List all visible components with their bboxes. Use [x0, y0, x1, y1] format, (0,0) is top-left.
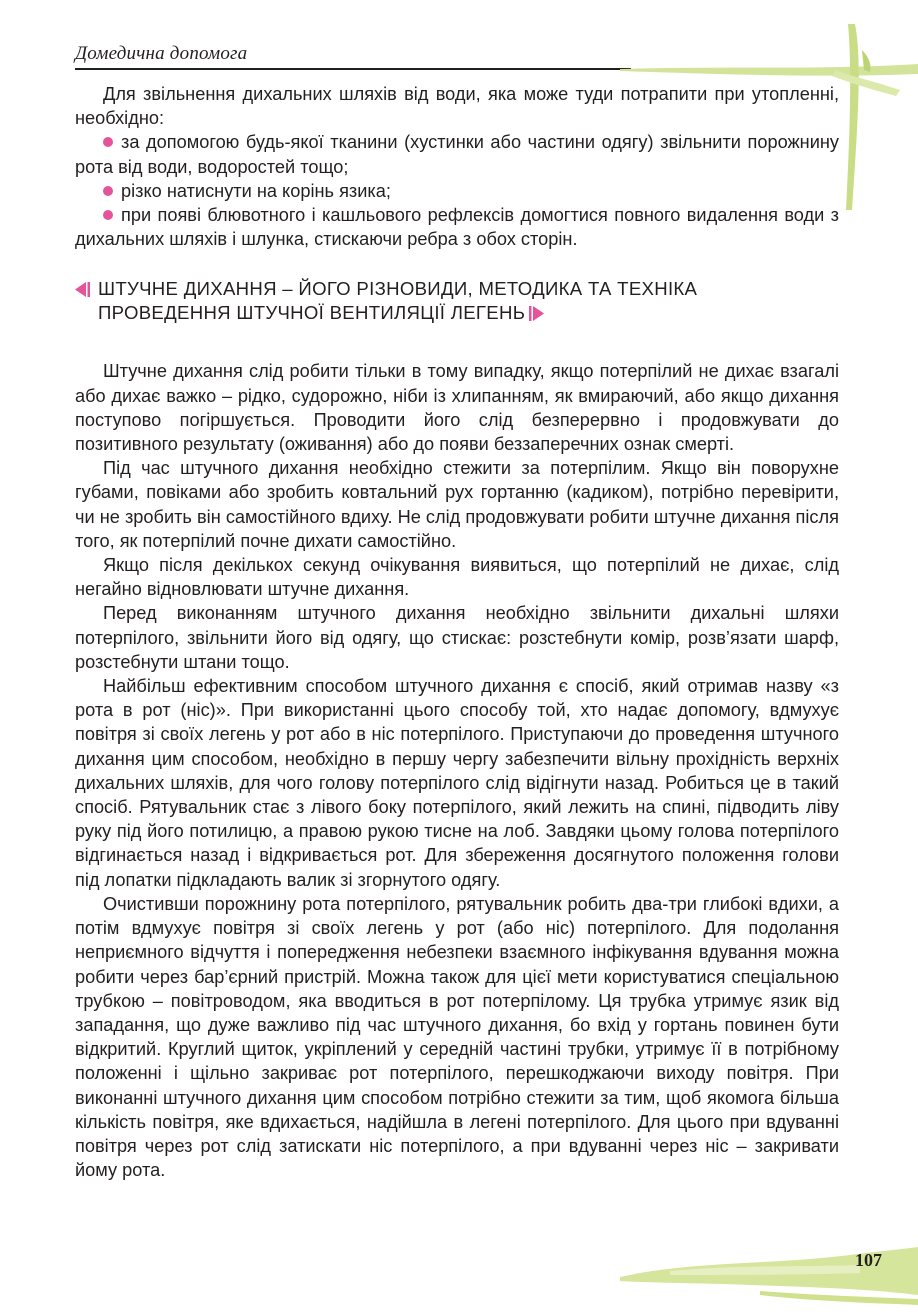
running-header: Домедична допомога	[75, 43, 248, 64]
triangle-right-icon	[529, 306, 544, 321]
section-heading-line1: ШТУЧНЕ ДИХАННЯ – ЙОГО РІЗНОВИДИ, МЕТОДИКА ТА ТЕХНІКА	[98, 278, 698, 300]
intro-paragraph: Для звільнення дихальних шляхів від води, яка може туди потрапити при утопленні, необхідно:	[75, 84, 839, 129]
body-paragraph: Штучне дихання слід робити тільки в тому випадку, якщо потерпілий не дихає взагалі або дихає важко – рідко, судорожно, ніби із хлипанням, як вмираючий, або якщо дихання поступово погіршується. Проводити його слід безперервно і продовжувати до позитивного результату (оживання) або до появи беззаперечних ознак смерті.	[75, 361, 839, 455]
bullet-item: за допомогою будь-якої тканини (хустинки або частини одягу) звільнити порожнину рота від води, водоростей тощо;	[75, 132, 839, 177]
triangle-left-icon	[75, 282, 90, 297]
bullet-item: при появі блювотного і кашльового рефлексів домогтися повного видалення води з дихальних шляхів і шлунка, стискаючи ребра з обох сторін.	[75, 205, 839, 250]
body-paragraph: Перед виконанням штучного дихання необхідно звільнити дихальні шляхи потерпілого, звільнити його від одягу, що стискає: розстебнути комір, розв’язати шарф, розстебнути штани тощо.	[75, 603, 839, 672]
body-paragraph: Під час штучного дихання необхідно стежити за потерпілим. Якщо він поворухне губами, повіками або зробить ковтальний рух гортанню (кадиком), потрібно перевірити, чи не зробить він самостійного вдиху. Не слід продовжувати робити штучне дихання після того, як потерпілий почне дихати самостійно.	[75, 458, 839, 551]
body-paragraph: Очистивши порожнину рота потерпілого, рятувальник робить два-три глибокі вдихи, а потім вдмухує повітря зі своїх легень у рот (або ніс) потерпілого. Для подолання неприємного відчуття і попередження небезпеки взаємного інфікування вдування можна робити через бар’єрний пристрій. Можна також для цієї мети користуватися спеціальною трубкою – повітроводом, яка вводиться в рот потерпілому. Ця трубка утримує язик від западання, що дуже важливо під час штучного дихання, бо вхід у гортань повинен бути відкритий. Круглий щиток, укріплений у середній частині трубки, утримує її в потрібному положенні і щільно закриває рот потерпілого, перешкоджаючи виходу повітря. При виконанні штучного дихання цим способом потрібно стежити за тим, щоб якомога більша кількість повітря, яке вдихається, надійшла в легені потерпілого. Для цього при вдуванні повітря через рот слід затискати ніс потерпілого, а при вдуванні через ніс – закривати йому рота.	[75, 893, 839, 1181]
page-number: 107	[855, 1250, 882, 1270]
bullet-dot-icon	[103, 210, 113, 220]
bullet-dot-icon	[103, 137, 113, 147]
bullet-item: різко натиснути на корінь язика;	[75, 179, 839, 203]
page-content	[75, 82, 839, 1182]
section-heading-line2-wrap	[98, 301, 839, 325]
body-paragraph: Найбільш ефективним способом штучного дихання є спосіб, який отримав назву «з рота в рот (ніс)». При використанні цього способу той, хто надає допомогу, вдмухує повітря зі своїх легень у рот або в ніс потерпілого. Приступаючи до проведення штучного дихання цим способом, необхідно в першу чергу забезпечити вільну прохідність верхніх дихальних шляхів, для чого голову потерпілого слід відігнути назад. Робиться це в такий спосіб. Рятувальник стає з лівого боку потерпілого, який лежить на спині, підводить ліву руку під його потилицю, а правою рукою тисне на лоб. Завдяки цьому голова потерпілого відгинається назад і відкривається рот. Для збереження досягнутого положення голови під лопатки підкладають валик зі згорнутого одягу.	[75, 676, 839, 890]
header-rule	[75, 68, 631, 70]
section-heading	[75, 277, 839, 325]
body-paragraph: Якщо після декількох секунд очікування виявиться, що потерпілий не дихає, слід негайно відновлювати штучне дихання.	[75, 555, 839, 600]
bullet-dot-icon	[103, 186, 113, 196]
section-heading-line2: ПРОВЕДЕННЯ ШТУЧНОЇ ВЕНТИЛЯЦІЇ ЛЕГЕНЬ	[98, 302, 526, 324]
